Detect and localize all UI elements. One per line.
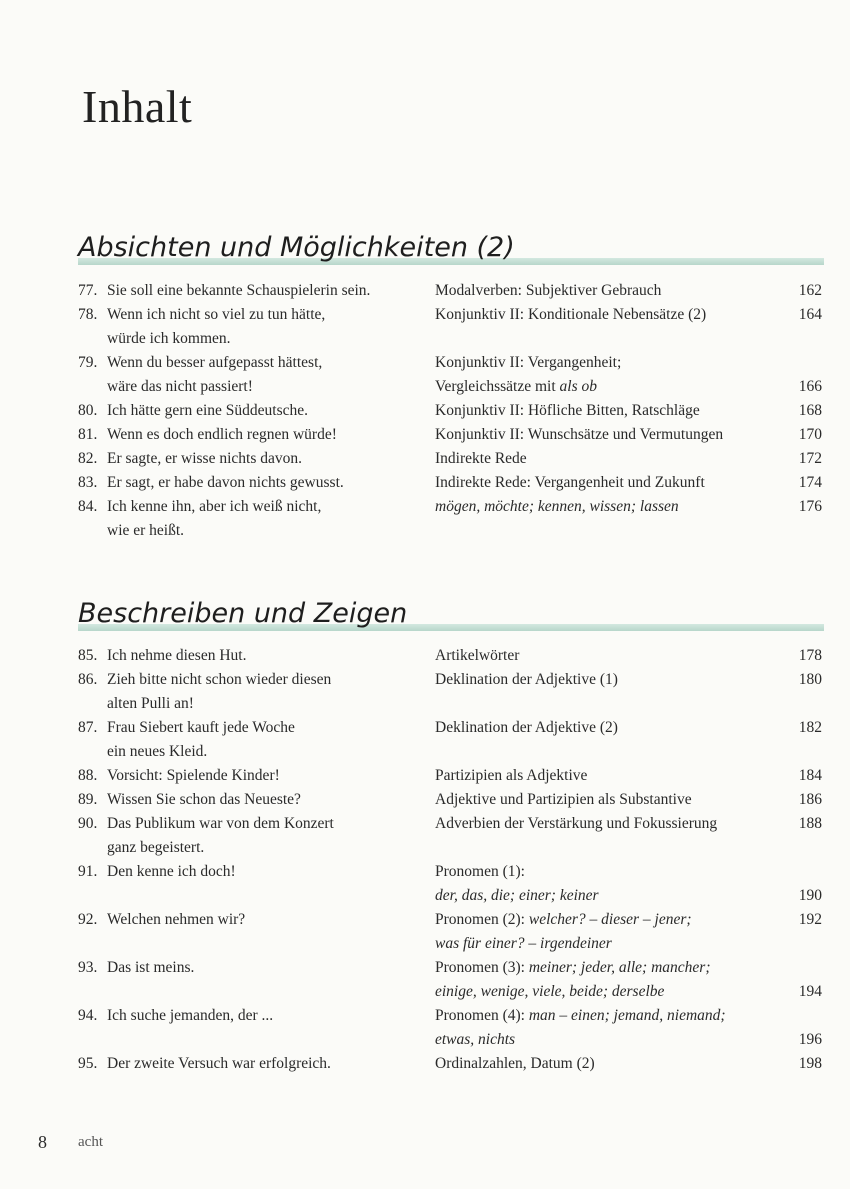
grammar-topic: Konjunktiv II: Wunschsätze und Vermutungen	[435, 426, 724, 443]
page-number: 186	[798, 791, 822, 808]
page-number: 178	[798, 647, 822, 664]
section-absichten	[78, 232, 824, 274]
page-number-word: acht	[78, 1134, 103, 1150]
page-number-footer: 8	[38, 1132, 47, 1152]
grammar-topic: Pronomen (2): welcher? – dieser – jener; was für einer? – irgendeiner	[435, 911, 692, 952]
page-number: 198	[798, 1055, 822, 1072]
lesson-title: Welchen nehmen wir?	[107, 911, 246, 928]
lesson-number: 79.	[78, 354, 98, 371]
grammar-topic: Konjunktiv II: Vergangenheit; Vergleichssätze mit als ob	[435, 354, 622, 395]
lesson-number: 94.	[78, 1007, 98, 1024]
section-beschreiben	[78, 598, 824, 640]
page-number: 168	[798, 402, 822, 419]
lesson-number: 78.	[78, 306, 98, 323]
page-number: 176	[798, 498, 822, 515]
lesson-number: 89.	[78, 791, 98, 808]
grammar-topic: Artikelwörter	[435, 647, 520, 664]
grammar-topic: Ordinalzahlen, Datum (2)	[435, 1055, 595, 1072]
page-title: Inhalt	[82, 81, 193, 132]
grammar-topic: Adjektive und Partizipien als Substantive	[435, 791, 692, 808]
lesson-number: 92.	[78, 911, 98, 928]
grammar-topic: Indirekte Rede	[435, 450, 527, 467]
grammar-topic: Adverbien der Verstärkung und Fokussierung	[435, 815, 718, 832]
lesson-number: 85.	[78, 647, 98, 664]
grammar-topic: mögen, möchte; kennen, wissen; lassen	[435, 498, 679, 515]
section-header	[78, 232, 824, 274]
lesson-number: 82.	[78, 450, 98, 467]
section-header	[78, 598, 824, 640]
page-number: 188	[798, 815, 822, 832]
lesson-number: 90.	[78, 815, 98, 832]
grammar-topic: Modalverben: Subjektiver Gebrauch	[435, 282, 662, 299]
section-title: Absichten und Möglichkeiten (2)	[78, 232, 515, 263]
page-number: 192	[798, 911, 822, 928]
lesson-title: Sie soll eine bekannte Schauspielerin sein.	[107, 282, 371, 299]
grammar-topic: Partizipien als Adjektive	[435, 767, 588, 784]
lesson-title: Frau Siebert kauft jede Woche ein neues Kleid.	[107, 719, 295, 760]
lesson-title: Er sagte, er wisse nichts davon.	[107, 450, 302, 467]
section-title: Beschreiben und Zeigen	[78, 598, 408, 629]
grammar-topic: Pronomen (4): man – einen; jemand, niemand; etwas, nichts	[435, 1007, 726, 1048]
lesson-title: Wenn es doch endlich regnen würde!	[107, 426, 337, 443]
grammar-topic: Deklination der Adjektive (1)	[435, 671, 618, 688]
lesson-title: Das Publikum war von dem Konzert ganz begeistert.	[107, 815, 334, 856]
lesson-number: 88.	[78, 767, 98, 784]
lesson-title: Wenn ich nicht so viel zu tun hätte, würde ich kommen.	[107, 306, 326, 347]
page-number: 194	[798, 983, 822, 1000]
lesson-number: 83.	[78, 474, 98, 491]
page-number: 172	[798, 450, 822, 467]
grammar-topic: Indirekte Rede: Vergangenheit und Zukunft	[435, 474, 705, 491]
grammar-topic: Pronomen (1): der, das, die; einer; keiner	[435, 863, 599, 904]
page-number: 166	[798, 378, 822, 395]
page-number: 196	[798, 1031, 822, 1048]
lesson-number: 95.	[78, 1055, 98, 1072]
page-number: 174	[798, 474, 822, 491]
grammar-topic: Konjunktiv II: Höfliche Bitten, Ratschläge	[435, 402, 700, 419]
lesson-title: Ich hätte gern eine Süddeutsche.	[107, 402, 308, 419]
grammar-topic: Deklination der Adjektive (2)	[435, 719, 618, 736]
lesson-title: Vorsicht: Spielende Kinder!	[107, 767, 280, 784]
lesson-number: 84.	[78, 498, 98, 515]
lesson-title: Ich kenne ihn, aber ich weiß nicht, wie er heißt.	[107, 498, 322, 539]
page-number: 184	[798, 767, 822, 784]
lesson-number: 91.	[78, 863, 98, 880]
lesson-title: Er sagt, er habe davon nichts gewusst.	[107, 474, 344, 491]
page-number: 162	[798, 282, 822, 299]
page-number: 180	[798, 671, 822, 688]
grammar-topic: Konjunktiv II: Konditionale Nebensätze (2)	[435, 306, 707, 323]
page-number: 164	[798, 306, 822, 323]
lesson-number: 93.	[78, 959, 98, 976]
lesson-title: Ich nehme diesen Hut.	[107, 647, 247, 664]
lesson-title: Zieh bitte nicht schon wieder diesen alten Pulli an!	[107, 671, 332, 712]
page-number: 190	[798, 887, 822, 904]
lesson-title: Der zweite Versuch war erfolgreich.	[107, 1055, 331, 1072]
lesson-number: 81.	[78, 426, 98, 443]
lesson-number: 87.	[78, 719, 98, 736]
lesson-title: Ich suche jemanden, der ...	[107, 1007, 274, 1024]
lesson-title: Den kenne ich doch!	[107, 863, 236, 880]
page-number: 170	[798, 426, 822, 443]
lesson-title: Das ist meins.	[107, 959, 195, 976]
lesson-number: 86.	[78, 671, 98, 688]
lesson-title: Wissen Sie schon das Neueste?	[107, 791, 301, 808]
lesson-title: Wenn du besser aufgepasst hättest, wäre das nicht passiert!	[107, 354, 323, 395]
grammar-topic: Pronomen (3): meiner; jeder, alle; mancher; einige, wenige, viele, beide; derselbe	[435, 959, 711, 1000]
lesson-number: 77.	[78, 282, 98, 299]
page-number: 182	[798, 719, 822, 736]
lesson-number: 80.	[78, 402, 98, 419]
